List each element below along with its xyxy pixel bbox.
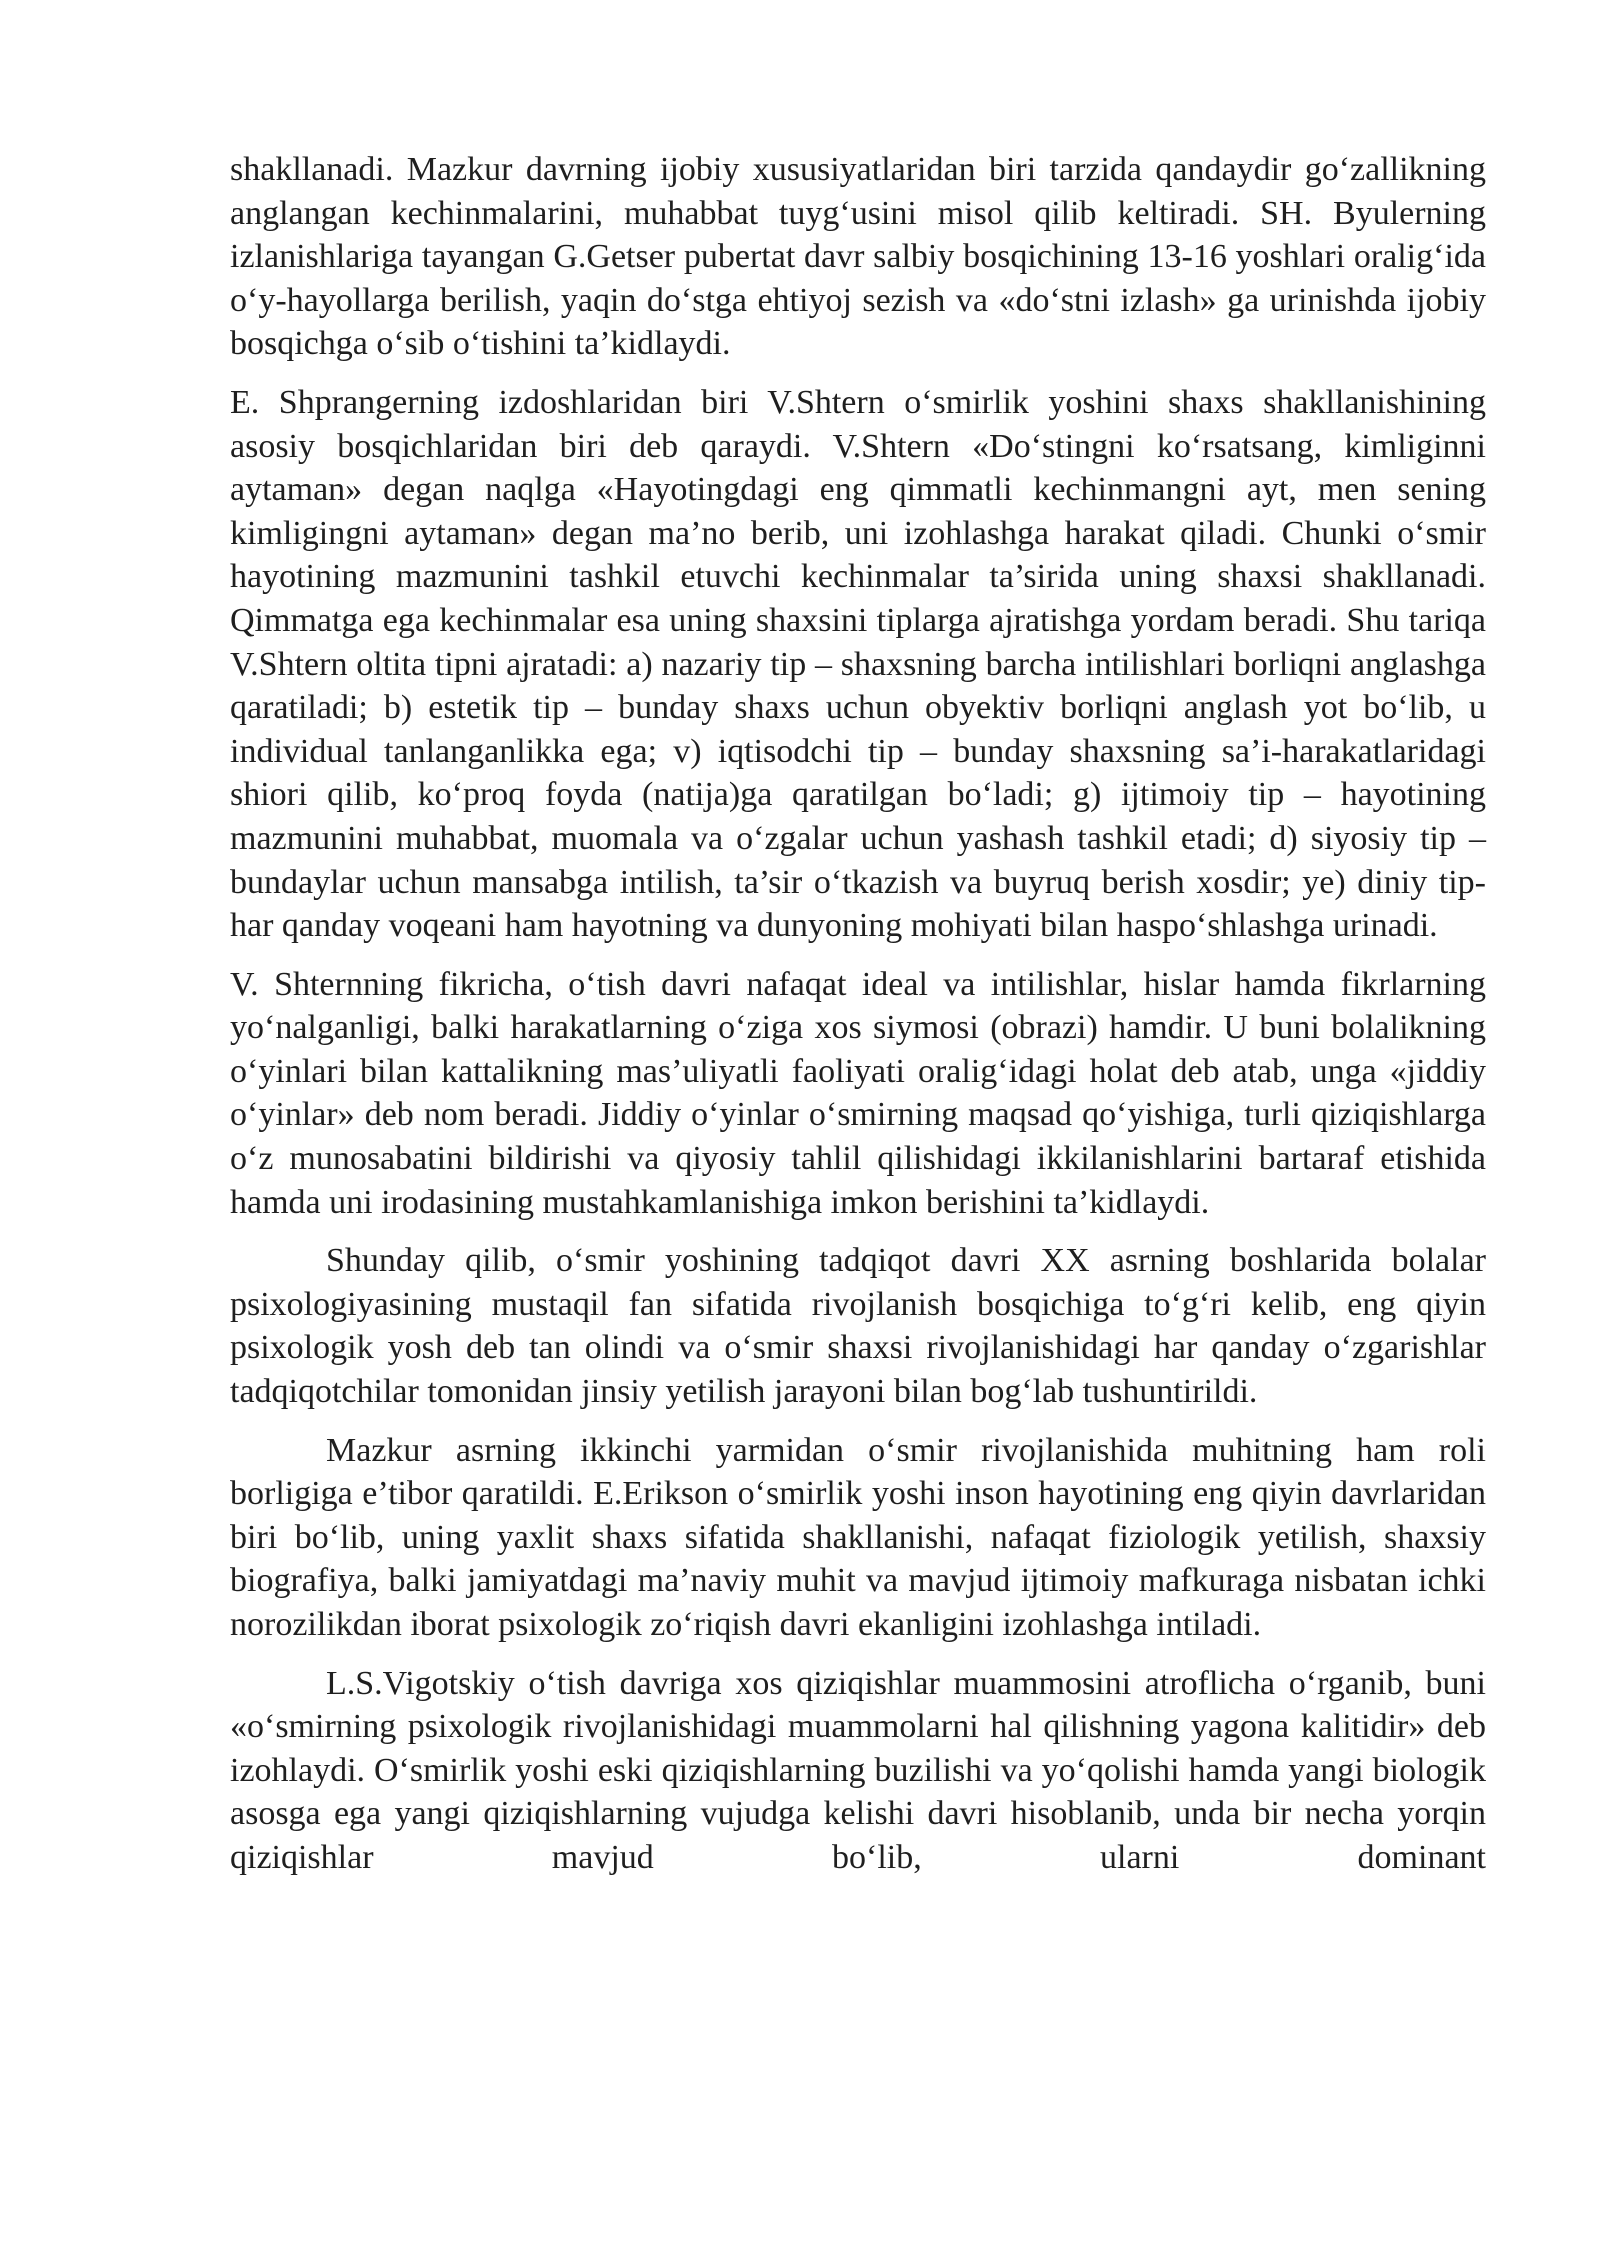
document-body <box>230 148 1486 1880</box>
paragraph-6: L.S.Vigotskiy o‘tish davriga xos qiziqishlar muammosini atroflicha o‘rganib, buni «o‘smirning psixologik rivojlanishidagi muammolarni hal qilishning yagona kalitidir» deb izohlaydi. O‘smirlik yoshi eski qiziqishlarning buzilishi va yo‘qolishi hamda yangi biologik asosga ega yangi qiziqishlarning vujudga kelishi davri hisoblanib, unda bir necha yorqin qiziqishlar mavjud bo‘lib, ularni dominant <box>230 1664 1486 1876</box>
paragraph-5: Mazkur asrning ikkinchi yarmidan o‘smir rivojlanishida muhitning ham roli borligiga e’tibor qaratildi. E.Erikson o‘smirlik yoshi inson hayotining eng qiyin davrlaridan biri bo‘lib, uning yaxlit shaxs sifatida shakllanishi, nafaqat fiziologik yetilish, shaxsiy biografiya, balki jamiyatdagi ma’naviy muhit va mavjud ijtimoiy mafkuraga nisbatan ichki norozilikdan iborat psixologik zo‘riqish davri ekanligini izohlashga intiladi. <box>230 1431 1486 1643</box>
paragraph-3: V. Shternning fikricha, o‘tish davri nafaqat ideal va intilishlar, hislar hamda fikrlarning yo‘nalganligi, balki harakatlarning o‘ziga xos siymosi (obrazi) hamdir. U buni bolalikning o‘yinlari bilan kattalikning mas’uliyatli faoliyati oralig‘idagi holat deb atab, unga «jiddiy o‘yinlar» deb nom beradi. Jiddiy o‘yinlar o‘smirning maqsad qo‘yishiga, turli qiziqishlarga o‘z munosabatini bildirishi va qiyosiy tahlil qilishidagi ikkilanishlarini bartaraf etishida hamda uni irodasining mustahkamlanishiga imkon berishini ta’kidlaydi. <box>230 965 1486 1221</box>
paragraph-1: shakllanadi. Mazkur davrning ijobiy xususiyatlaridan biri tarzida qandaydir go‘zallikning anglangan kechinmalarini, muhabbat tuyg‘usini misol qilib keltiradi. SH. Byulerning izlanishlariga tayangan G.Getser pubertat davr salbiy bosqichining 13-16 yoshlari oralig‘ida o‘y-hayollarga berilish, yaqin do‘stga ehtiyoj sezish va «do‘stni izlash» ga urinishda ijobiy bosqichga o‘sib o‘tishini ta’kidlaydi. <box>230 151 1486 363</box>
paragraph-2: E. Shprangerning izdoshlaridan biri V.Shtern o‘smirlik yoshini shaxs shakllanishining asosiy bosqichlaridan biri deb qaraydi. V.Shtern «Do‘stingni ko‘rsatsang, kimliginni aytaman» degan naqlga «Hayotingdagi eng qimmatli kechinmangni ayt, men sening kimligingni aytaman» degan ma’no berib, uni izohlashga harakat qiladi. Chunki o‘smir hayotining mazmunini tashkil etuvchi kechinmalar ta’sirida uning shaxsi shakllanadi. Qimmatga ega kechinmalar esa uning shaxsini tiplarga ajratishga yordam beradi. Shu tariqa V.Shtern oltita tipni ajratadi: a) nazariy tip – shaxsning barcha intilishlari borliqni anglashga qaratiladi; b) estetik tip – bunday shaxs uchun obyektiv borliqni anglash yot bo‘lib, u individual tanlanganlikka ega; v) iqtisodchi tip – bunday shaxsning sa’i-harakatlaridagi shiori qilib, ko‘proq foyda (natija)ga qaratilgan bo‘ladi; g) ijtimoiy tip – hayotining mazmunini muhabbat, muomala va o‘zgalar uchun yashash tashkil etadi; d) siyosiy tip – bundaylar uchun mansabga intilish, ta’sir o‘tkazish va buyruq berish xosdir; ye) diniy tip-har qanday voqeani ham hayotning va dunyoning mohiyati bilan haspo‘shlashga urinadi. <box>230 383 1486 945</box>
paragraph-4: Shunday qilib, o‘smir yoshining tadqiqot davri XX asrning boshlarida bolalar psixologiyasining mustaqil fan sifatida rivojlanish bosqichiga to‘g‘ri kelib, eng qiyin psixologik yosh deb tan olindi va o‘smir shaxsi rivojlanishidagi har qanday o‘zgarishlar tadqiqotchilar tomonidan jinsiy yetilish jarayoni bilan bog‘lab tushuntirildi. <box>230 1242 1486 1411</box>
